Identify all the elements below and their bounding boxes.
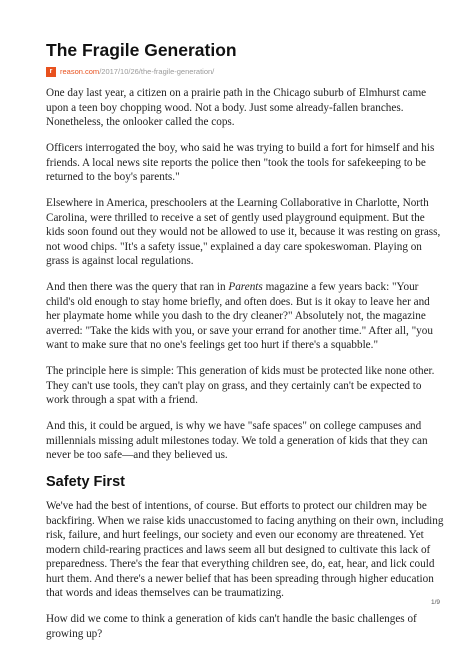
- paragraph: How did we come to think a generation of kids can't handle the basic challenges of growing up?: [46, 613, 417, 640]
- paragraph: Elsewhere in America, preschoolers at the Learning Collaborative in Charlotte, North Carolina, were thrilled to receive a set of gently used playground equipment. But the kids soon found out they would not be allowed to use it, because it was resting on grass, not wood chips. "It's a safety issue," explained a day care spokeswoman. Playing on grass is against local regulations.: [46, 197, 441, 267]
- page-number: 1/9: [430, 599, 440, 606]
- reason-logo-icon: r: [46, 67, 56, 77]
- source-line: [46, 66, 214, 77]
- page-title: The Fragile Generation: [46, 40, 237, 60]
- paragraph: And this, it could be argued, is why we have "safe spaces" on college campuses and millennials missing adult milestones today. We told a generation of kids that they can never be too safe—and they believed us.: [46, 420, 428, 461]
- paragraph: One day last year, a citizen on a prairie path in the Chicago suburb of Elmhurst came upon a teen boy chopping wood. Not a body. Just some already-fallen branches. Nonetheless, the onlooker called the cops.: [46, 87, 427, 128]
- paragraph: The principle here is simple: This generation of kids must be protected like none other. They can't use tools, they can't play on grass, and they certainly can't be expected to work through a spat with a friend.: [46, 365, 435, 406]
- section-heading: Safety First: [46, 474, 125, 490]
- magazine-name: Parents: [228, 281, 263, 293]
- paragraph: We've had the best of intentions, of course. But efforts to protect our children may be backfiring. When we raise kids unaccustomed to facing anything on their own, including risk, failure, and hurt feelings, our society and even our economy are threatened. Yet modern child-rearing practices and laws seem all but designed to cultivate this lack of preparedness. There's the fear that everything children see, do, eat, hear, and lick could hurt them. And there's a newer belief that has been spreading through higher education that words and ideas themselves can be traumatizing.: [46, 500, 444, 599]
- paragraph-parents: [46, 280, 446, 353]
- paragraph: Officers interrogated the boy, who said he was trying to build a fort for himself and his friends. A local news site reports the police then "took the tools for safekeeping to be returned to the boy's parents.": [46, 142, 435, 183]
- source-path[interactable]: /2017/10/26/the-fragile-generation/: [99, 67, 215, 76]
- paragraph-text: magazine a few years back: "Your child's old enough to stay home briefly, and often does. But is it okay to leave her and her playmate home while you dash to the dry cleaner?" Absolutely not, the magazine averred: "Take the kids with you, or save your errand for another time." After all, "you want to make sure that no one's feelings get too hurt if there's a squabble.": [46, 281, 433, 351]
- source-domain[interactable]: reason.com: [60, 67, 100, 76]
- article-body: [46, 86, 446, 653]
- source-link[interactable]: [60, 67, 214, 76]
- paragraph-text: And then there was the query that ran in: [46, 281, 229, 293]
